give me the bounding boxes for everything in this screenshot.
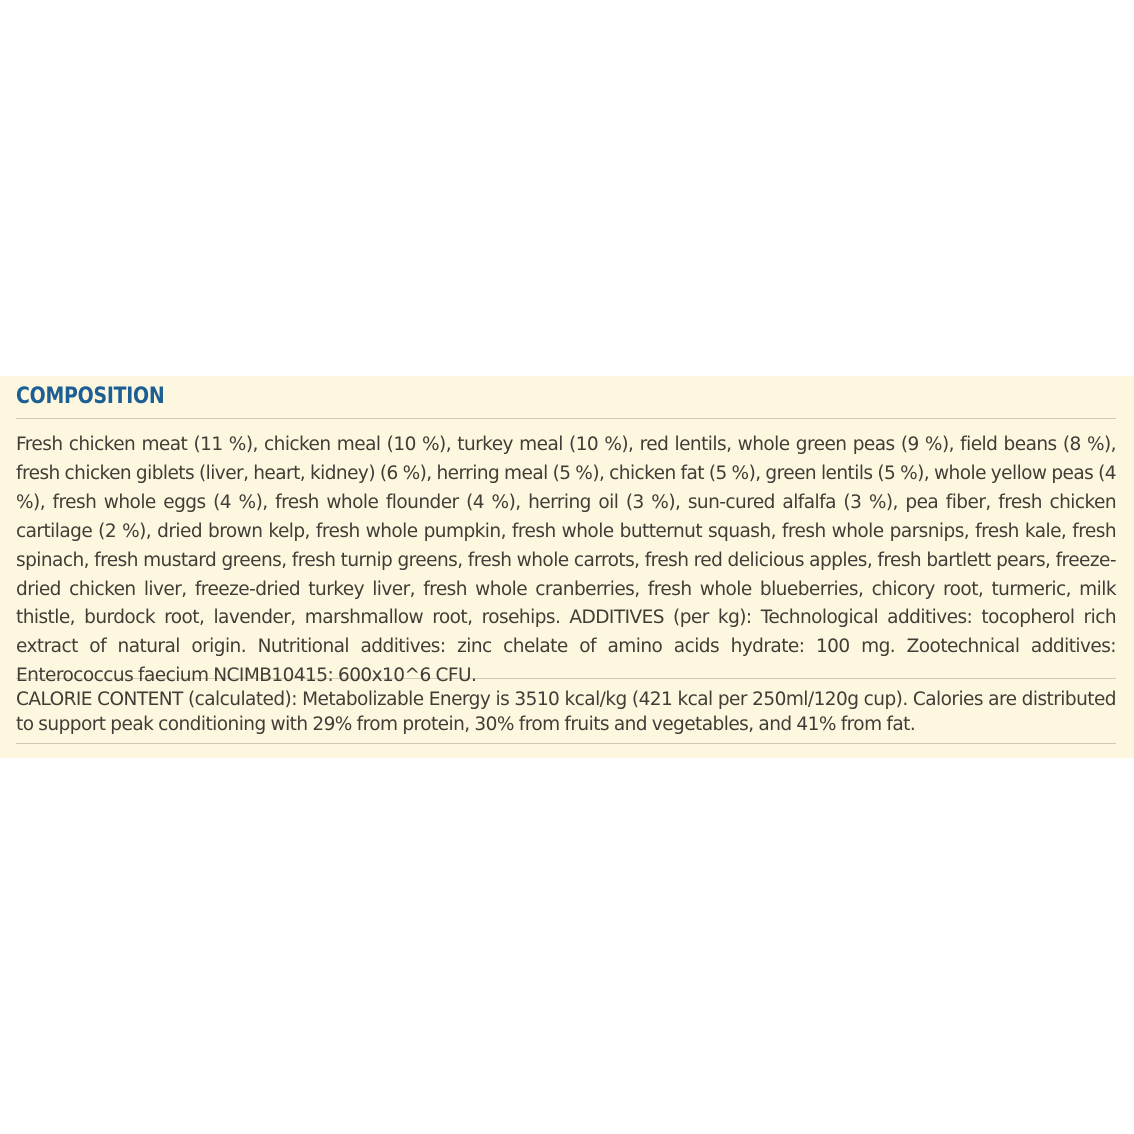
composition-heading: COMPOSITION bbox=[16, 384, 165, 409]
calorie-content-text: CALORIE CONTENT (calculated): Metabolizable Energy is 3510 kcal/kg (421 kcal per 250ml/120g cup). Calories are distributed to support peak conditioning with 29% from protein, 30% from fruits and vegetables, and 41% from fat. bbox=[16, 689, 1116, 735]
composition-panel bbox=[0, 376, 1134, 758]
bottom-divider bbox=[16, 743, 1116, 744]
composition-text: Fresh chicken meat (11 %), chicken meal (10 %), turkey meal (10 %), red lentils, whole green peas (9 %), field beans (8 %), fresh chicken giblets (liver, heart, kidney) (6 %), herring meal (5 %), chicken fat (5 %), green lentils (5 %), whole yellow peas (4 %), fresh whole eggs (4 %), fresh whole flounder (4 %), herring oil (3 %), sun-cured alfalfa (3 %), pea fiber, fresh chicken cartilage (2 %), dried brown kelp, fresh whole pumpkin, fresh whole butternut squash, fresh whole parsnips, fresh kale, fresh spinach, fresh mustard greens, fresh turnip greens, fresh whole carrots, fresh red delicious apples, fresh bartlett pears, freeze-dried chicken liver, freeze-dried turkey liver, fresh whole cranberries, fresh whole blueberries, chicory root, turmeric, milk thistle, burdock root, lavender, marshmallow root, rosehips. ADDITIVES (per kg): Technological additives: tocopherol rich extract of natural origin. Nutritional additives: zinc chelate of amino acids hydrate: 100 mg. Zootechnical additives: Enterococcus faecium NCIMB10415: 600x10^6 CFU. bbox=[16, 434, 1116, 687]
